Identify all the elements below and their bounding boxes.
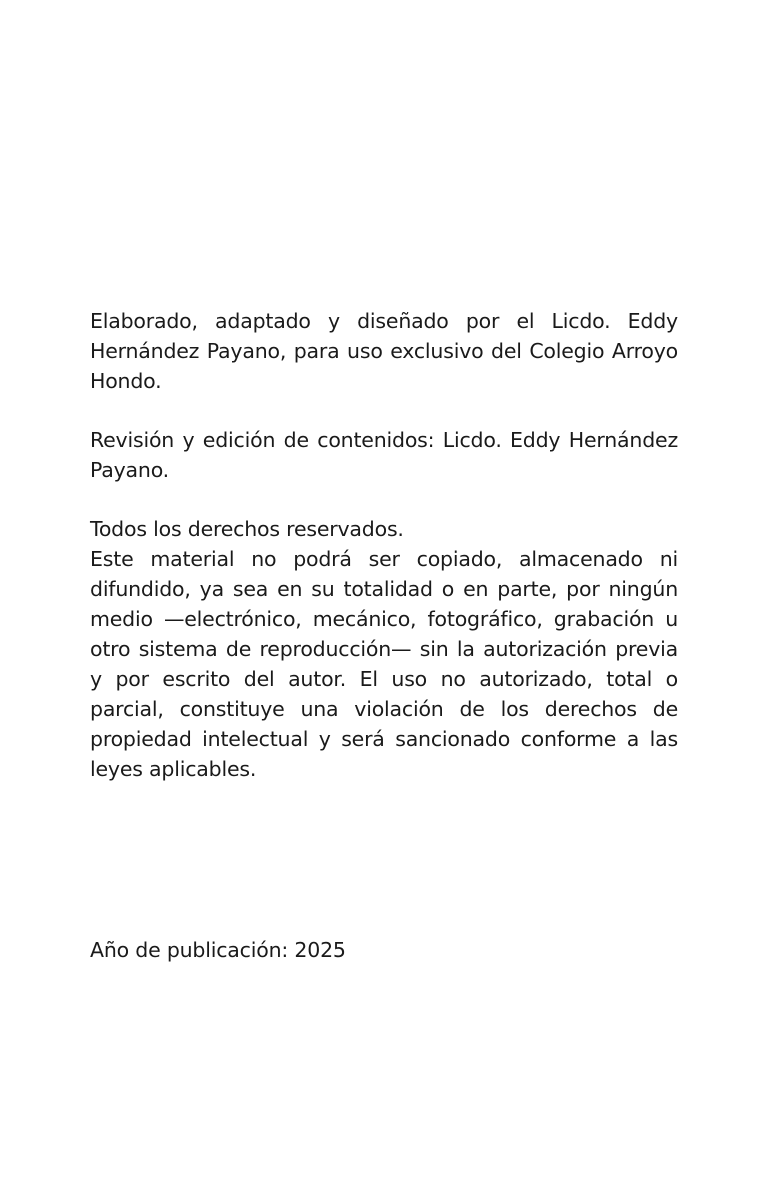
review-credit: Revisión y edición de contenidos: Licdo. Eddy Hernández Payano. — [90, 428, 678, 482]
authorship-credit: Elaborado, adaptado y diseñado por el Licdo. Eddy Hernández Payano, para uso exclusivo del Colegio Arroyo Hondo. — [90, 309, 678, 393]
rights-notice: Este material no podrá ser copiado, almacenado ni difundido, ya sea en su totalidad o en parte, por ningún medio —electrónico, mecánico, fotográfico, grabación u otro sistema de reproducción— sin la autorización previa y por escrito del autor. El uso no autorizado, total o parcial, constituye una violación de los derechos de propiedad intelectual y será sancionado conforme a las leyes aplicables. — [90, 547, 678, 781]
rights-heading: Todos los derechos reservados. — [90, 517, 404, 541]
publication-year: Año de publicación: 2025 — [90, 938, 346, 962]
rights-section — [90, 514, 678, 784]
